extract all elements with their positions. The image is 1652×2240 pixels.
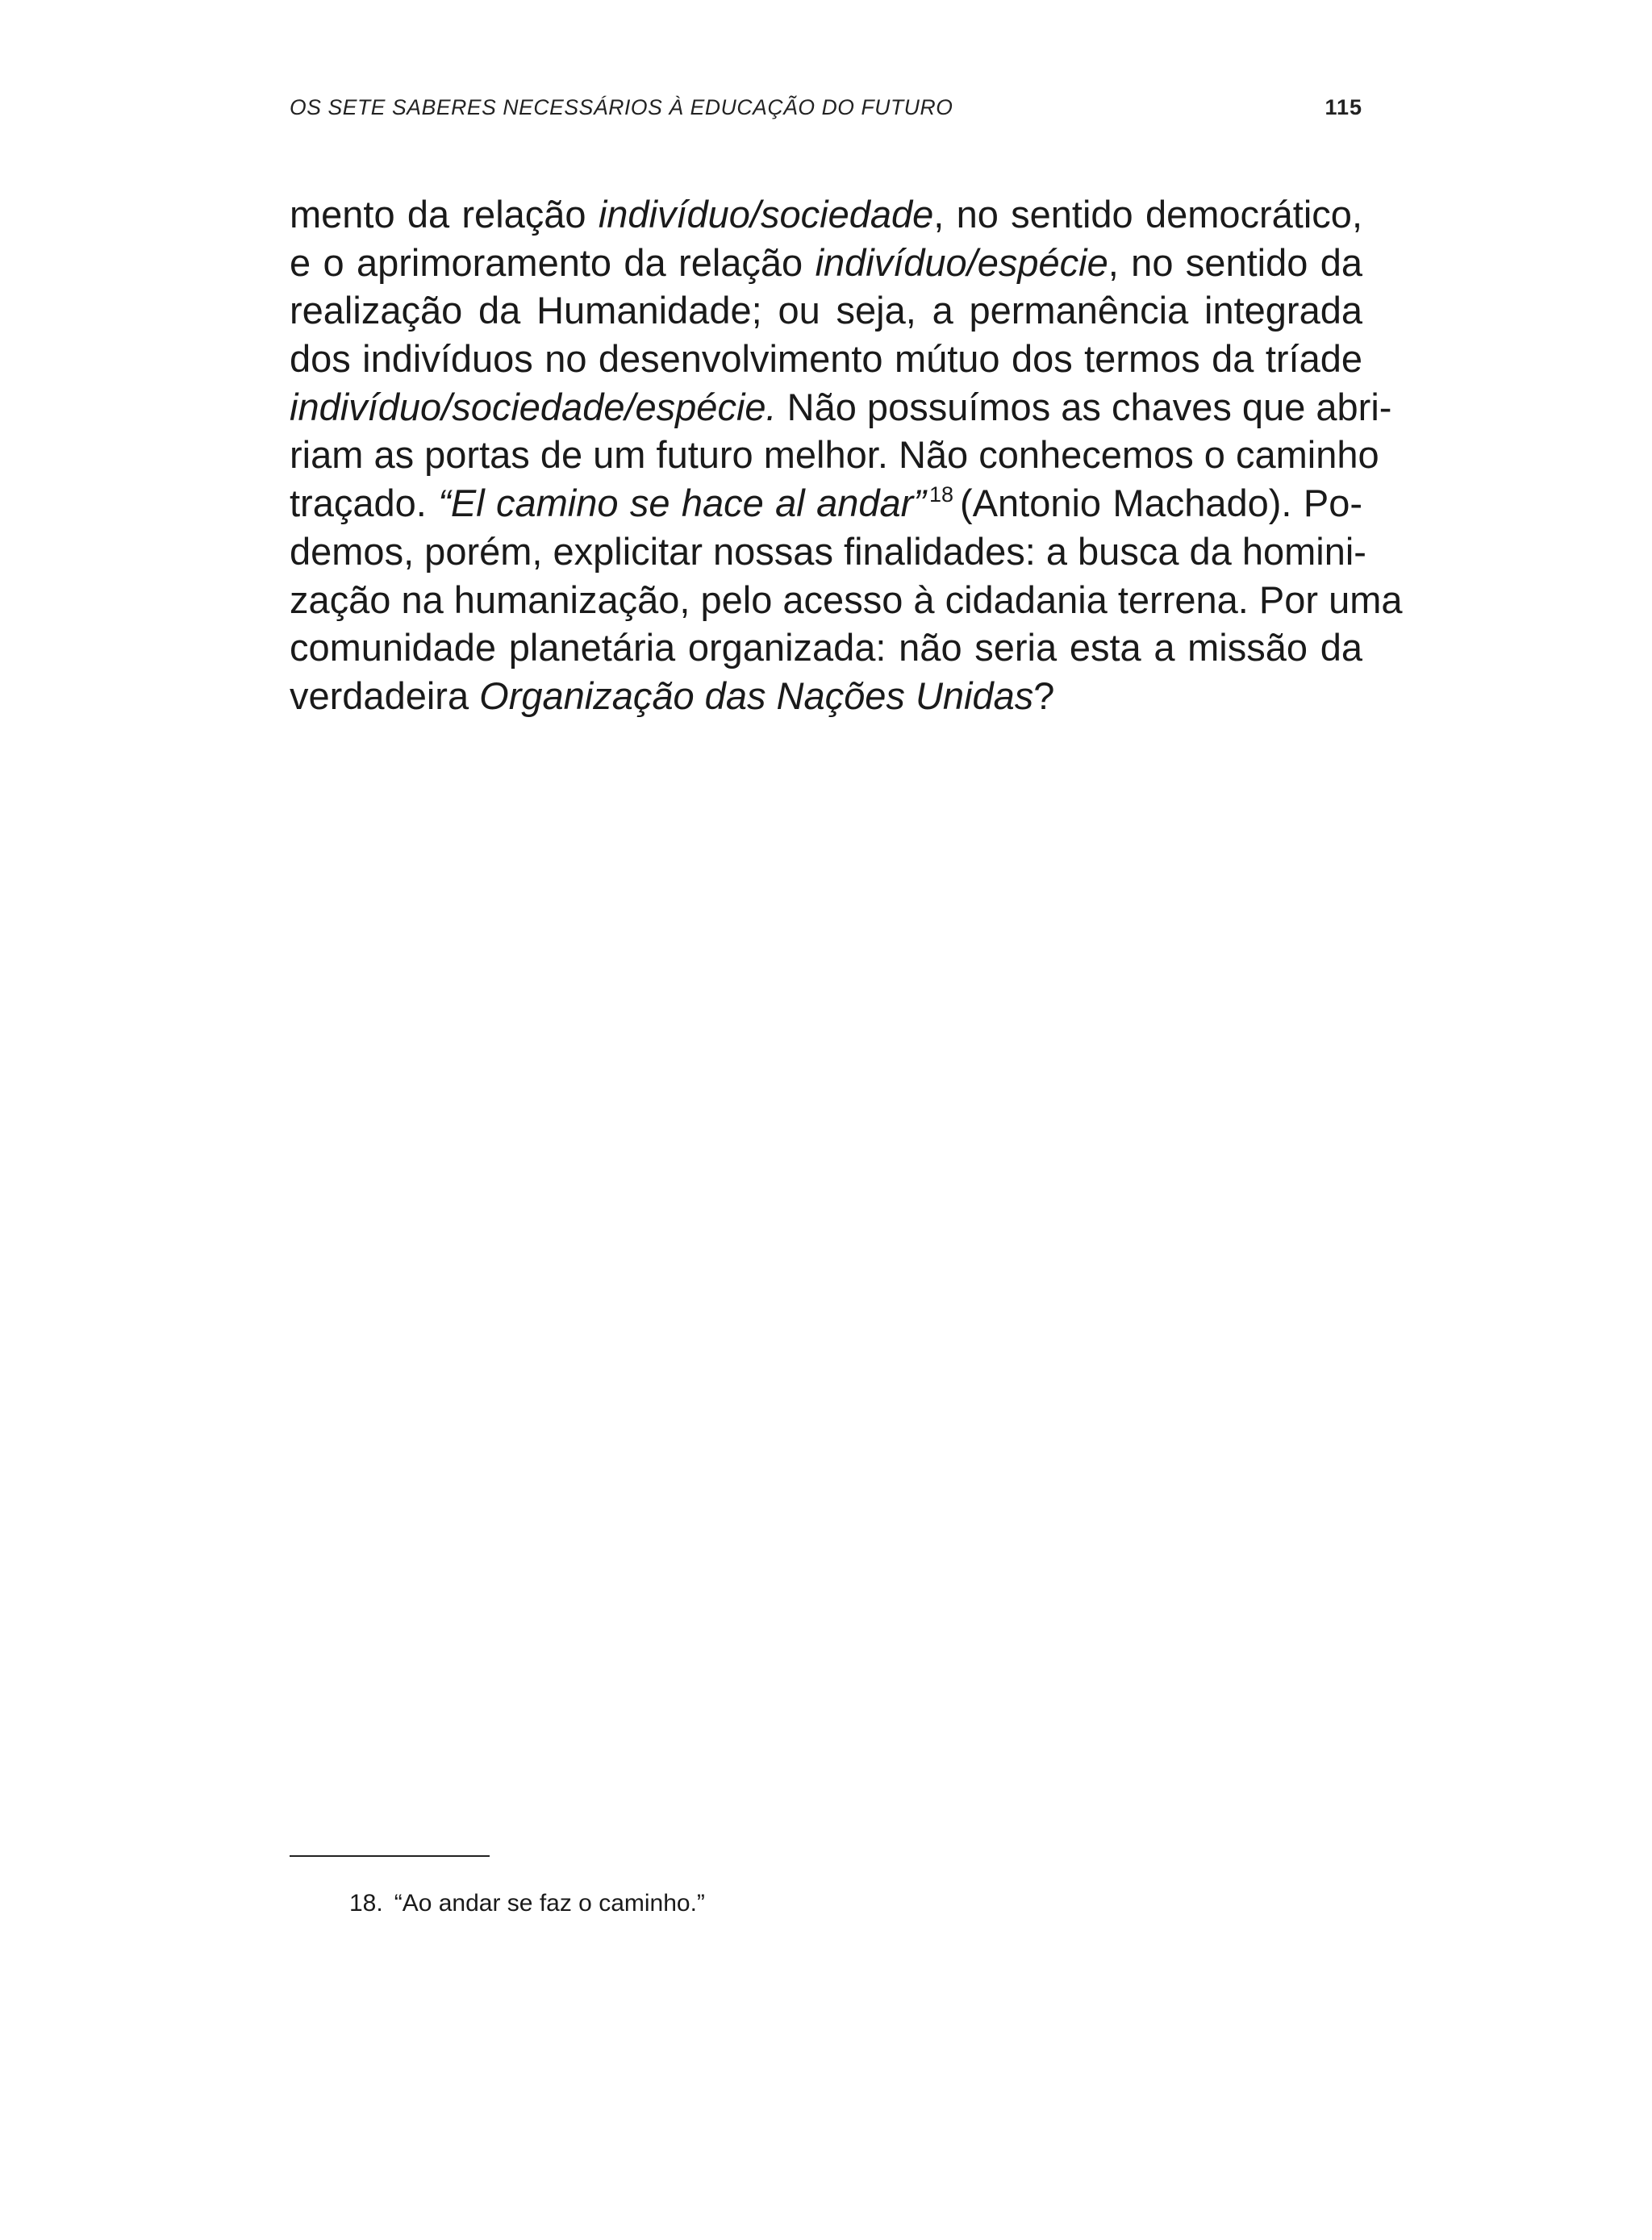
text-segment: e o aprimoramento da relação [290, 240, 816, 284]
page-number: 115 [1325, 95, 1362, 119]
paragraph-line [290, 528, 1366, 576]
text-segment: , no sentido da [1108, 240, 1362, 284]
footnote-text: “Ao andar se faz o caminho.” [394, 1890, 705, 1917]
paragraph-line [290, 431, 1379, 479]
paragraph-line [290, 335, 1362, 383]
text-segment: , no sentido democrático, [933, 193, 1362, 236]
footnote-number: 18. [349, 1890, 383, 1917]
italic-text: Organização das Nações Unidas [479, 674, 1034, 717]
footnote-divider [290, 1855, 490, 1857]
text-segment: demos, porém, explicitar nossas finalidades: a busca da homini- [290, 529, 1366, 573]
footnote-reference: 18 [928, 482, 953, 507]
paragraph-line [290, 286, 1362, 335]
text-segment: comunidade planetária organizada: não seria esta a missão da [290, 626, 1362, 669]
text-segment: dos indivíduos no desenvolvimento mútuo dos termos da tríade [290, 337, 1362, 381]
italic-text: indivíduo/sociedade [598, 193, 934, 236]
text-segment: ? [1033, 674, 1055, 717]
text-segment: (Antonio Machado). Po- [960, 482, 1362, 525]
text-segment: realização da Humanidade; ou seja, a permanência integrada [290, 289, 1362, 332]
text-segment: traçado. [290, 482, 439, 525]
running-header [290, 95, 1362, 127]
italic-text: “El camino se hace al andar” [438, 482, 926, 525]
text-segment: riam as portas de um futuro melhor. Não conhecemos o caminho [290, 433, 1379, 477]
paragraph-line [290, 624, 1362, 672]
paragraph-line [290, 383, 1392, 432]
footnote [349, 1890, 705, 1917]
text-segment: verdadeira [290, 674, 480, 717]
italic-text: indivíduo/sociedade/espécie. [290, 385, 777, 428]
paragraph-line [290, 190, 1362, 239]
text-segment: zação na humanização, pelo acesso à cidadania terrena. Por uma [290, 578, 1403, 621]
paragraph-line [290, 239, 1362, 287]
text-segment: mento da relação [290, 193, 599, 236]
italic-text: indivíduo/espécie [815, 240, 1108, 284]
body-paragraph [290, 190, 1403, 720]
paragraph-line [290, 479, 1362, 528]
text-segment: Não possuímos as chaves que abri- [776, 385, 1392, 428]
paragraph-line [290, 672, 1362, 720]
paragraph-line [290, 576, 1403, 624]
running-title: OS SETE SABERES NECESSÁRIOS À EDUCAÇÃO DO FUTURO [290, 95, 953, 119]
